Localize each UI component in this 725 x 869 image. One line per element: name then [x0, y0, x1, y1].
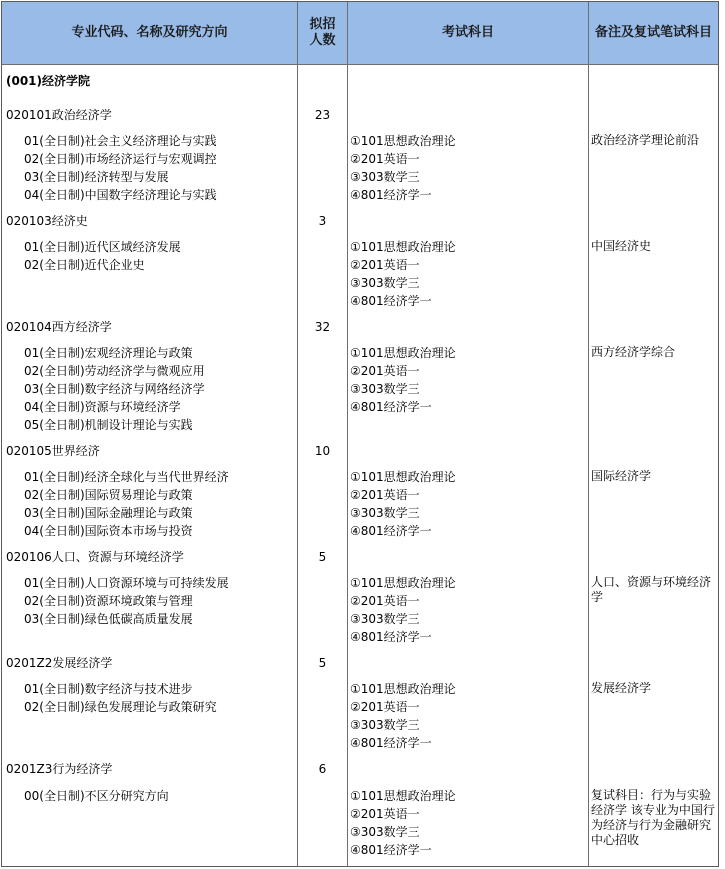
college-title: (001)经济学院 — [6, 74, 91, 88]
research-direction: 02(全日制)绿色发展理论与政策研究 — [24, 700, 217, 714]
research-direction: 03(全日制)国际金融理论与政策 — [24, 506, 193, 520]
major-count: 5 — [318, 550, 327, 564]
header-divider — [2, 64, 718, 65]
exam-subject: ④801经济学一 — [350, 524, 432, 538]
exam-subject: ②201英语一 — [350, 594, 420, 608]
exam-subject: ④801经济学一 — [350, 294, 432, 308]
research-direction: 02(全日制)市场经济运行与宏观调控 — [24, 152, 217, 166]
major-title: 020106人口、资源与环境经济学 — [6, 550, 184, 564]
exam-subject: ③303数学三 — [350, 825, 420, 839]
exam-subject: ③303数学三 — [350, 382, 420, 396]
major-title: 0201Z3行为经济学 — [6, 762, 113, 776]
enrollment-table — [1, 1, 719, 867]
research-direction: 04(全日制)资源与环境经济学 — [24, 400, 181, 414]
research-direction: 03(全日制)绿色低碳高质量发展 — [24, 612, 193, 626]
research-direction: 02(全日制)劳动经济学与微观应用 — [24, 364, 205, 378]
header-exams — [348, 2, 588, 64]
research-direction: 04(全日制)国际资本市场与投资 — [24, 524, 193, 538]
major-count: 10 — [314, 444, 331, 458]
exam-subject: ②201英语一 — [350, 700, 420, 714]
header-major — [2, 2, 297, 64]
research-direction: 02(全日制)国际贸易理论与政策 — [24, 488, 193, 502]
research-direction: 01(全日制)近代区域经济发展 — [24, 240, 181, 254]
research-direction: 01(全日制)数字经济与技术进步 — [24, 682, 193, 696]
exam-subject: ①101思想政治理论 — [350, 789, 456, 803]
exam-subject: ③303数学三 — [350, 612, 420, 626]
major-count: 6 — [318, 762, 327, 776]
research-direction: 02(全日制)资源环境政策与管理 — [24, 594, 193, 608]
exam-subject: ②201英语一 — [350, 807, 420, 821]
research-direction: 01(全日制)宏观经济理论与政策 — [24, 346, 193, 360]
major-note: 西方经济学综合 — [591, 345, 676, 359]
exam-subject: ②201英语一 — [350, 364, 420, 378]
header-count-line1: 拟招 — [309, 17, 336, 32]
research-direction: 01(全日制)人口资源环境与可持续发展 — [24, 576, 229, 590]
major-note: 政治经济学理论前沿 — [591, 133, 700, 147]
research-direction: 03(全日制)经济转型与发展 — [24, 170, 169, 184]
exam-subject: ①101思想政治理论 — [350, 682, 456, 696]
exam-subject: ①101思想政治理论 — [350, 576, 456, 590]
major-count: 23 — [314, 108, 331, 122]
major-title: 020104西方经济学 — [6, 320, 112, 334]
exam-subject: ②201英语一 — [350, 488, 420, 502]
header-count — [298, 2, 347, 64]
exam-subject: ④801经济学一 — [350, 188, 432, 202]
exam-subject: ③303数学三 — [350, 506, 420, 520]
header-exams-label: 考试科目 — [441, 25, 494, 40]
major-title: 0201Z2发展经济学 — [6, 656, 113, 670]
major-note: 人口、资源与环境经济学 — [591, 575, 712, 604]
research-direction: 04(全日制)中国数字经济理论与实践 — [24, 188, 217, 202]
research-direction: 01(全日制)社会主义经济理论与实践 — [24, 134, 217, 148]
exam-subject: ④801经济学一 — [350, 630, 432, 644]
exam-subject: ③303数学三 — [350, 170, 420, 184]
header-count-line2: 人数 — [309, 33, 336, 48]
major-note: 复试科目：行为与实验经济学 该专业为中国行为经济与行为金融研究中心招收 — [591, 788, 715, 847]
major-count: 5 — [318, 656, 327, 670]
major-note: 国际经济学 — [591, 469, 652, 483]
major-count: 3 — [318, 214, 327, 228]
research-direction: 02(全日制)近代企业史 — [24, 258, 145, 272]
exam-subject: ④801经济学一 — [350, 400, 432, 414]
exam-subject: ③303数学三 — [350, 718, 420, 732]
header-notes-label: 备注及复试笔试科目 — [594, 25, 712, 40]
major-title: 020101政治经济学 — [6, 108, 112, 122]
header-notes — [589, 2, 718, 64]
exam-subject: ①101思想政治理论 — [350, 240, 456, 254]
exam-subject: ①101思想政治理论 — [350, 134, 456, 148]
research-direction: 01(全日制)经济全球化与当代世界经济 — [24, 470, 229, 484]
exam-subject: ②201英语一 — [350, 258, 420, 272]
header-major-label: 专业代码、名称及研究方向 — [71, 25, 228, 40]
col-divider-3 — [588, 2, 589, 866]
research-direction: 05(全日制)机制设计理论与实践 — [24, 418, 193, 432]
research-direction: 00(全日制)不区分研究方向 — [24, 789, 169, 803]
exam-subject: ④801经济学一 — [350, 736, 432, 750]
major-count: 32 — [314, 320, 331, 334]
major-note: 发展经济学 — [591, 681, 652, 695]
exam-subject: ②201英语一 — [350, 152, 420, 166]
exam-subject: ①101思想政治理论 — [350, 346, 456, 360]
exam-subject: ①101思想政治理论 — [350, 470, 456, 484]
col-divider-2 — [347, 2, 348, 866]
research-direction: 03(全日制)数字经济与网络经济学 — [24, 382, 205, 396]
col-divider-1 — [297, 2, 298, 866]
exam-subject: ③303数学三 — [350, 276, 420, 290]
major-title: 020103经济史 — [6, 214, 88, 228]
major-note: 中国经济史 — [591, 239, 652, 253]
exam-subject: ④801经济学一 — [350, 843, 432, 857]
major-title: 020105世界经济 — [6, 444, 100, 458]
